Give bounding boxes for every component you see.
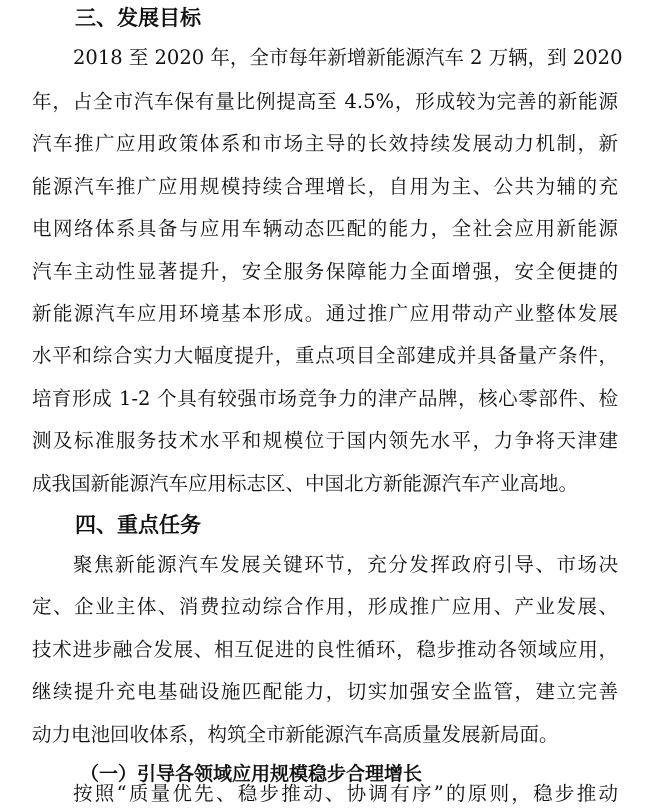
paragraph-line: 新能源汽车应用环境基本形成。通过推广应用带动产业整体发展 xyxy=(32,302,618,325)
paragraph-line: 技术进步融合发展、相互促进的良性循环，稳步推动各领域应用， xyxy=(32,638,618,661)
paragraph-line: 水平和综合实力大幅度提升，重点项目全部建成并具备量产条件， xyxy=(32,344,618,367)
paragraph-line: 动力电池回收体系，构筑全市新能源汽车高质量发展新局面。 xyxy=(32,723,559,746)
section-heading-goals: 三、发展目标 xyxy=(75,5,201,30)
paragraph-line: 汽车推广应用政策体系和市场主导的长效持续发展动力机制，新 xyxy=(32,132,618,155)
paragraph-line: 2018 至 2020 年，全市每年新增新能源汽车 2 万辆，到 2020 xyxy=(73,46,623,69)
section-heading-key-tasks: 四、重点任务 xyxy=(75,512,201,537)
paragraph-line: 继续提升充电基础设施匹配能力，切实加强安全监管，建立完善 xyxy=(32,680,618,703)
paragraph-line: 按照“质量优先、稳步推动、协调有序”的原则，稳步推动 xyxy=(73,782,618,805)
subsection-heading-1: （一）引导各领域应用规模稳步合理增长 xyxy=(80,763,423,785)
paragraph-line: 成我国新能源汽车应用标志区、中国北方新能源汽车产业高地。 xyxy=(32,472,579,495)
paragraph-line: 培育形成 1-2 个具有较强市场竞争力的津产品牌，核心零部件、检 xyxy=(32,387,618,410)
paragraph-line: 能源汽车推广应用规模持续合理增长，自用为主、公共为辅的充 xyxy=(32,175,618,198)
paragraph-line: 年，占全市汽车保有量比例提高至 4.5%，形成较为完善的新能源 xyxy=(32,90,618,113)
paragraph-line: 测及标准服务技术水平和规模位于国内领先水平，力争将天津建 xyxy=(32,429,618,452)
paragraph-line: 电网络体系具备与应用车辆动态匹配的能力，全社会应用新能源 xyxy=(32,217,618,240)
paragraph-line: 定、企业主体、消费拉动综合作用，形成推广应用、产业发展、 xyxy=(32,595,618,618)
paragraph-line: 聚焦新能源汽车发展关键环节，充分发挥政府引导、市场决 xyxy=(73,553,618,576)
paragraph-line: 汽车主动性显著提升，安全服务保障能力全面增强，安全便捷的 xyxy=(32,260,618,283)
